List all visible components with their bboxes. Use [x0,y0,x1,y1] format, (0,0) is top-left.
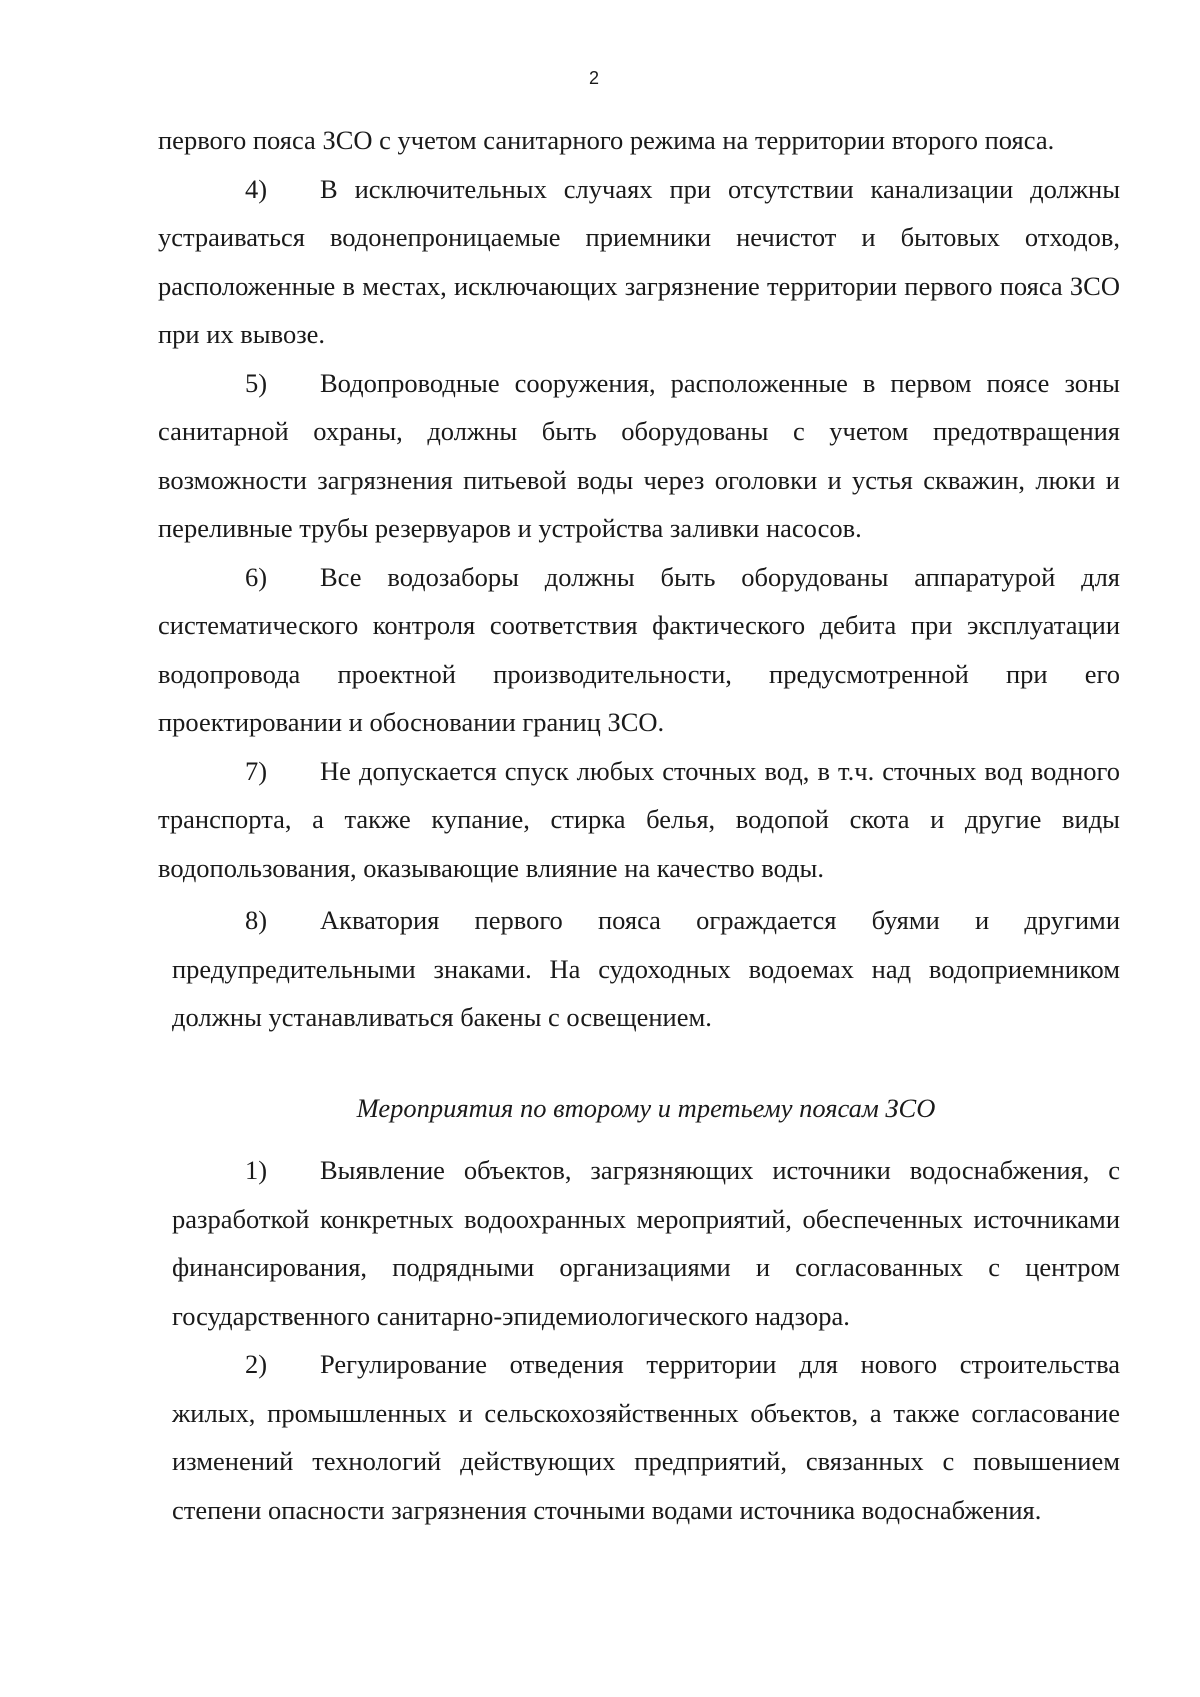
item-text: Водопроводные сооружения, расположенные в первом поясе зоны санитарной охраны, должны быть оборудованы с учетом предотвращения возможности загрязнения питьевой воды через оголовки и устья скважин, люки и переливные трубы резервуаров и устройства заливки насосов. [158,367,1120,543]
list-item-8 [172,896,1120,1042]
item-number: 5) [245,367,268,398]
item-text: В исключительных случаях при отсутствии канализации должны устраиваться водонепроницаемые приемники нечистот и бытовых отходов, расположенные в местах, исключающих загрязнение территории первого пояса ЗСО при их вывозе. [158,173,1120,349]
item-text: Выявление объектов, загрязняющих источники водоснабжения, с разработкой конкретных водоохранных мероприятий, обеспеченных источниками финансирования, подрядными организациями и согласованных с центром государственного санитарно-эпидемиологического надзора. [172,1155,1120,1331]
item-number: 4) [245,173,268,204]
item-number: 2) [245,1349,268,1379]
section-b-body [172,1146,1120,1534]
list-item-2 [172,1340,1120,1534]
item-number: 8) [245,905,268,935]
section-a-body [158,116,1120,892]
item-text: Все водозаборы должны быть оборудованы аппаратурой для систематического контроля соответствия фактического дебита при эксплуатации водопровода проектной производительности, предусмотренной при его проектировании и обосновании границ ЗСО. [158,561,1120,737]
item-number: 1) [245,1155,268,1185]
item-text: Акватория первого пояса ограждается буями и другими предупредительными знаками. На судоходных водоемах над водоприемником должны устанавливаться бакены с освещением. [172,905,1120,1032]
list-item-4 [158,165,1120,359]
item-text: Регулирование отведения территории для нового строительства жилых, промышленных и сельскохозяйственных объектов, а также согласование изменений технологий действующих предприятий, связанных с повышением степени опасности загрязнения сточными водами источника водоснабжения. [172,1349,1120,1525]
item-number: 7) [245,755,268,786]
item-number: 6) [245,561,268,592]
page-number: 2 [588,68,599,88]
list-item-5 [158,359,1120,553]
paragraph-continuation: первого пояса ЗСО с учетом санитарного режима на территории второго пояса. [158,125,1055,155]
list-item-1 [172,1146,1120,1340]
list-item-6 [158,553,1120,747]
section-heading: Мероприятия по второму и третьему поясам ЗСО [356,1093,936,1123]
item-text: Не допускается спуск любых сточных вод, в т.ч. сточных вод водного транспорта, а также купание, стирка белья, водопой скота и другие виды водопользования, оказывающие влияние на качество воды. [158,755,1120,883]
section-a-item-8 [172,896,1120,1042]
list-item-7 [158,747,1120,893]
